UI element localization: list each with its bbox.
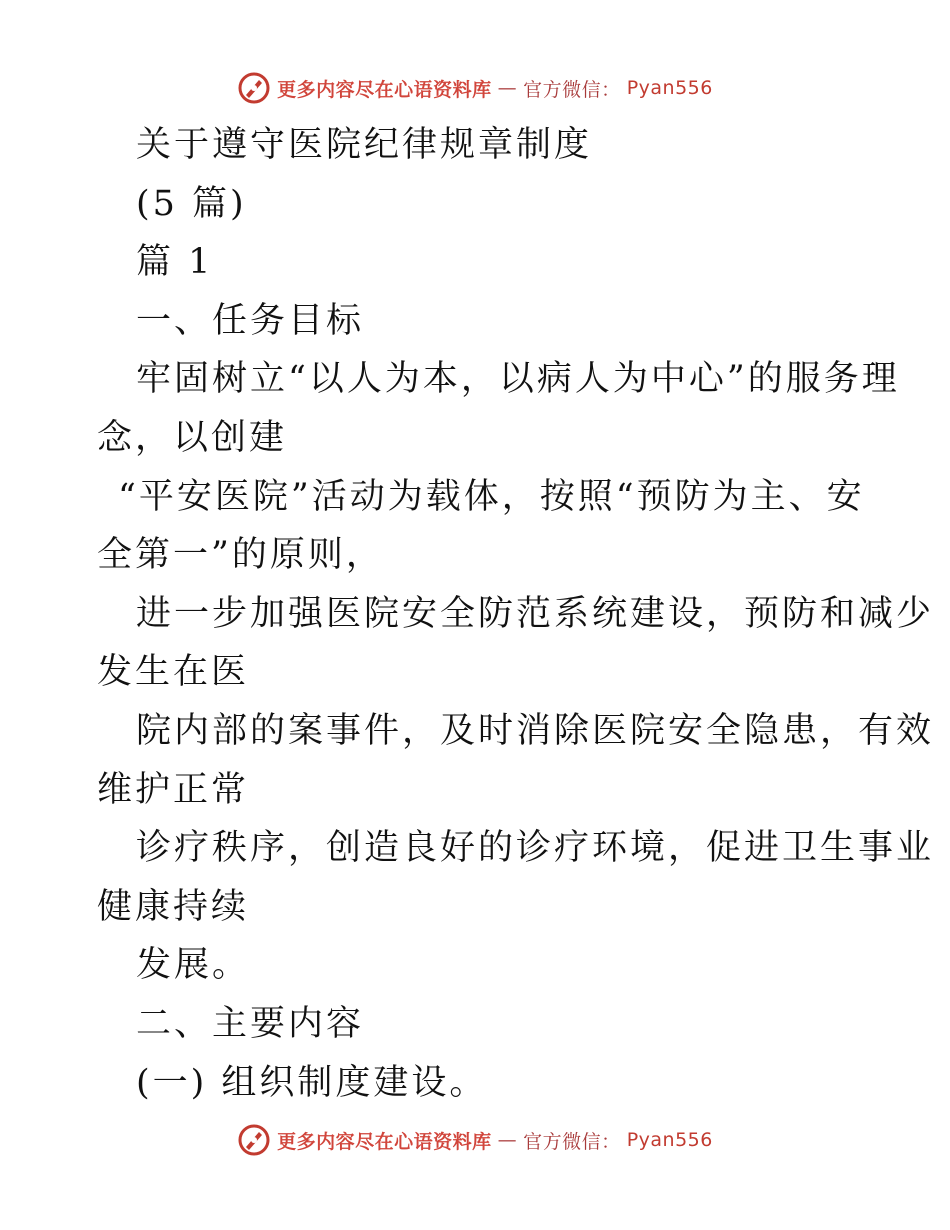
banner-site-text: 更多内容尽在心语资料库	[277, 78, 492, 101]
paragraph-line: 发生在医	[97, 652, 250, 693]
subsection-heading: (一) 组织制度建设。	[136, 1062, 488, 1103]
document-title: 关于遵守医院纪律规章制度	[136, 125, 593, 165]
banner-official-label: 官方微信：	[523, 1130, 621, 1153]
section-heading: 二、主要内容	[136, 1003, 365, 1044]
banner-site-text: 更多内容尽在心语资料库	[277, 1130, 492, 1153]
section-heading: 篇 1	[136, 242, 214, 283]
paragraph-line: 牢固树立“以人为本，以病人为中心”的服务理	[136, 359, 900, 400]
paragraph-line: 全第一”的原则，	[97, 535, 384, 576]
paragraph-line: “平安医院”活动为载体，按照“预防为主、安	[118, 476, 865, 517]
pen-emblem-icon	[237, 1123, 271, 1157]
section-heading: 一、任务目标	[136, 300, 365, 341]
paragraph-line: 念，以创建	[97, 417, 288, 458]
document-count: (5 篇)	[136, 183, 247, 224]
banner-wechat-id: Pyan556	[626, 77, 713, 99]
document-body	[0, 116, 950, 1112]
footer-watermark-banner	[0, 1118, 950, 1162]
paragraph-line: 维护正常	[97, 769, 250, 810]
banner-dash: —	[497, 77, 518, 99]
banner-official-label: 官方微信：	[523, 78, 621, 101]
paragraph-line: 进一步加强医院安全防范系统建设，预防和减少	[136, 593, 935, 634]
header-watermark-banner	[0, 66, 950, 110]
paragraph-line: 健康持续	[97, 886, 250, 927]
paragraph-line: 诊疗秩序，创造良好的诊疗环境，促进卫生事业	[136, 828, 935, 869]
banner-dash: —	[497, 1129, 518, 1151]
paragraph-line: 发展。	[136, 945, 251, 986]
pen-emblem-icon	[237, 71, 271, 105]
paragraph-line: 院内部的案事件，及时消除医院安全隐患，有效	[136, 710, 935, 751]
banner-wechat-id: Pyan556	[626, 1129, 713, 1151]
